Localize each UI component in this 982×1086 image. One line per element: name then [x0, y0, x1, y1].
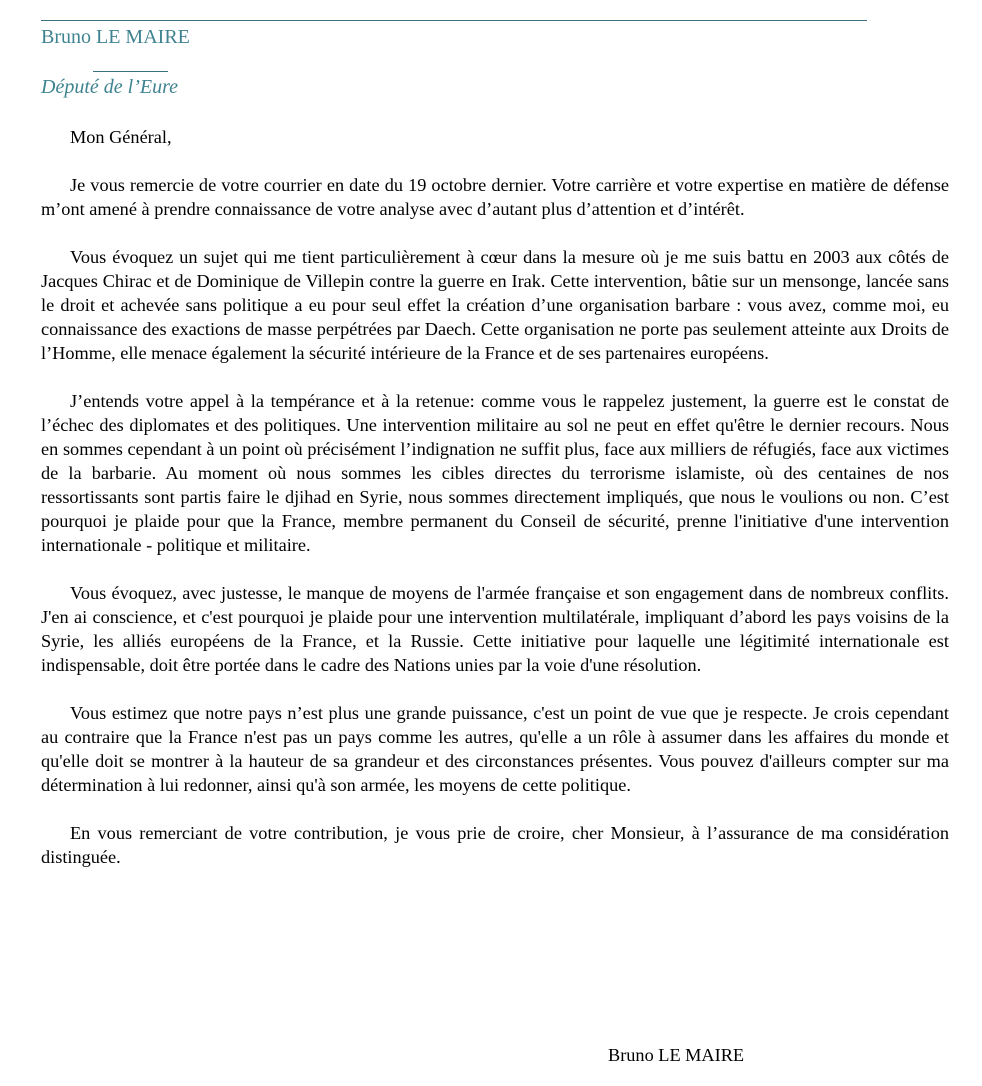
- letter-paragraph-5: Vous estimez que notre pays n’est plus une grande puissance, c'est un point de vue que je respecte. Je crois cependant au contraire que la France n'est pas un pays comme les autres, qu'elle a un rôle à assumer dans les affaires du monde et qu'elle doit se montrer à la hauteur de sa grandeur et des circonstances présentes. Vous pouvez d'ailleurs compter sur ma détermination à lui redonner, ainsi qu'à son armée, les moyens de cette politique.: [41, 703, 949, 795]
- letterhead-name: Bruno LE MAIRE: [41, 26, 190, 48]
- letter-body: [41, 125, 949, 893]
- letterhead-small-rule: [93, 71, 168, 72]
- letter-paragraph-2: Vous évoquez un sujet qui me tient particulièrement à cœur dans la mesure où je me suis battu en 2003 aux côtés de Jacques Chirac et de Dominique de Villepin contre la guerre en Irak. Cette intervention, bâtie sur un mensonge, lancée sans le droit et achevée sans politique a eu pour seul effet la création d’une organisation barbare : vous avez, comme moi, eu connaissance des exactions de masse perpétrées par Daech. Cette organisation ne porte pas seulement atteinte aux Droits de l’Homme, elle menace également la sécurité intérieure de la France et de ses partenaires européens.: [41, 247, 949, 363]
- letter-paragraph-1: Je vous remercie de votre courrier en date du 19 octobre dernier. Votre carrière et votre expertise en matière de défense m’ont amené à prendre connaissance de votre analyse avec d’autant plus d’attention et d’intérêt.: [41, 175, 949, 219]
- letter-salutation: Mon Général,: [70, 127, 172, 147]
- letter-closing: En vous remerciant de votre contribution, je vous prie de croire, cher Monsieur, à l’assurance de ma considération distinguée.: [41, 823, 949, 867]
- letter-signature: Bruno LE MAIRE: [608, 1045, 745, 1065]
- letterhead-top-rule: [41, 20, 867, 21]
- letter-paragraph-4: Vous évoquez, avec justesse, le manque de moyens de l'armée française et son engagement dans de nombreux conflits. J'en ai conscience, et c'est pourquoi je plaide pour une intervention multilatérale, impliquant d’abord les pays voisins de la Syrie, les alliés européens de la France, et la Russie. Cette initiative pour laquelle une légitimité internationale est indispensable, doit être portée dans le cadre des Nations unies par la voie d'une résolution.: [41, 583, 949, 675]
- letterhead-title: Député de l’Eure: [41, 76, 178, 98]
- letter-paragraph-3: J’entends votre appel à la tempérance et à la retenue: comme vous le rappelez justement, la guerre est le constat de l’échec des diplomates et des politiques. Une intervention militaire au sol ne peut en effet qu'être le dernier recours. Nous en sommes cependant à un point où précisément l’indignation ne suffit plus, face aux milliers de réfugiés, face aux victimes de la barbarie. Au moment où nous sommes les cibles directes du terrorisme islamiste, où des centaines de nos ressortissants sont partis faire le djihad en Syrie, nous sommes directement impliqués, que nous le voulions ou non. C’est pourquoi je plaide pour que la France, membre permanent du Conseil de sécurité, prenne l'initiative d'une intervention internationale - politique et militaire.: [41, 391, 949, 555]
